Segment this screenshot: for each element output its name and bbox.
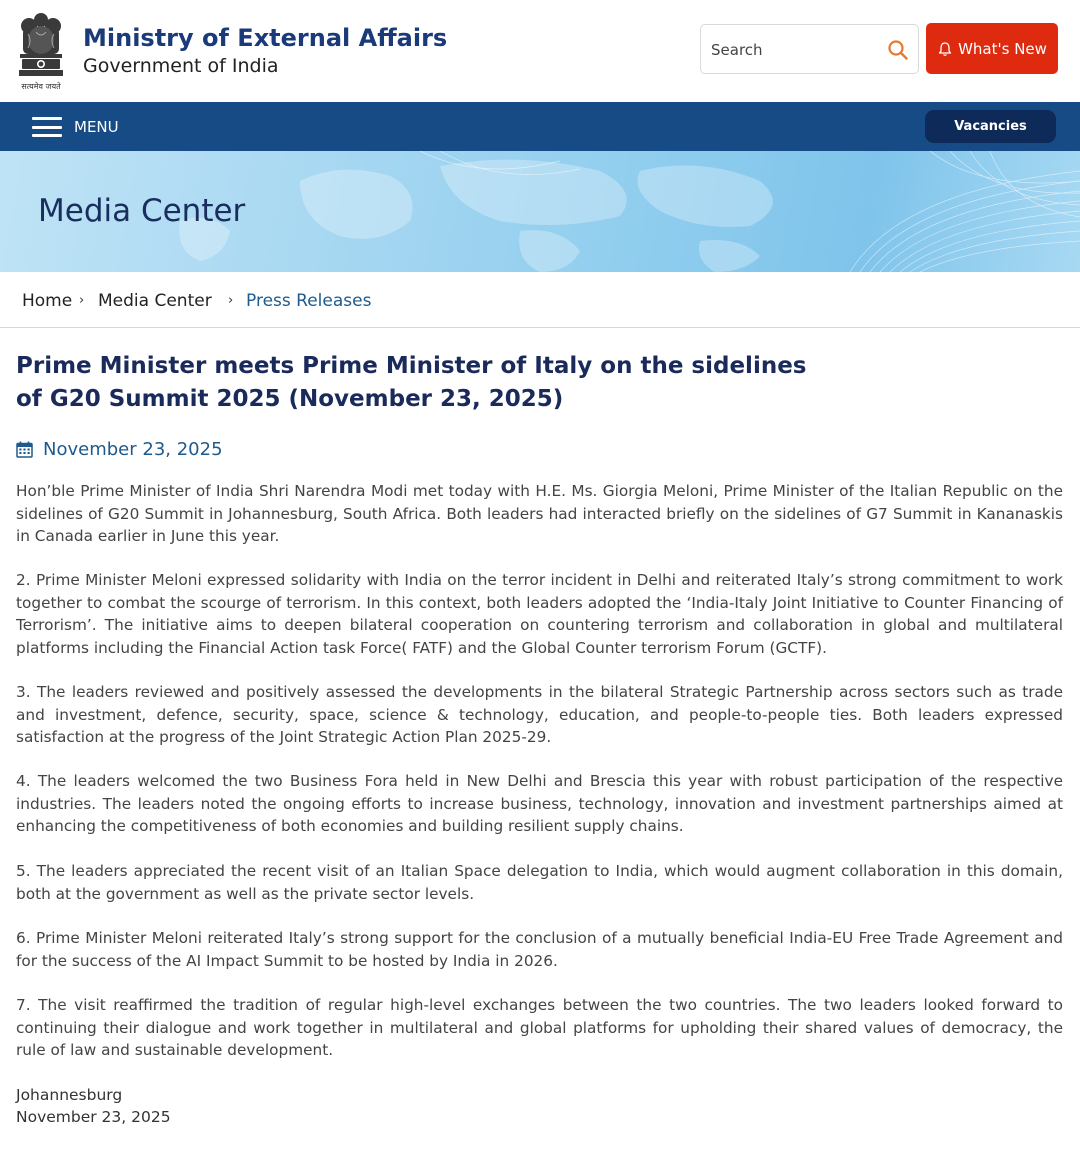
emblem-motto: सत्यमेव जयते [21, 82, 61, 91]
article-paragraph: 6. Prime Minister Meloni reiterated Italy’s strong support for the conclusion of a mutually beneficial India-EU Free Trade Agreement and for the success of the AI Impact Summit to be hosted by India in 2026. [16, 929, 1063, 970]
search-input[interactable] [711, 37, 871, 63]
page-banner [0, 151, 1080, 272]
article-paragraph: 3. The leaders reviewed and positively assessed the developments in the bilateral Strategic Partnership across sectors such as trade and investment, defence, security, space, science & technology, education, and people-to-people ties. Both leaders expressed satisfaction at the progress of the Joint Strategic Action Plan 2025-29. [16, 683, 1063, 746]
breadcrumb-separator: › [79, 293, 85, 308]
main-navbar [0, 102, 1080, 151]
site-title[interactable]: Ministry of External Affairs [83, 24, 448, 52]
breadcrumb-media-center[interactable]: Media Center [98, 291, 212, 311]
menu-button[interactable] [32, 112, 119, 142]
vacancies-button[interactable]: Vacancies [925, 110, 1056, 143]
article-paragraph: 5. The leaders appreciated the recent visit of an Italian Space delegation to India, which would augment collaboration in this domain, both at the government as well as the private sector levels. [16, 862, 1063, 903]
article-paragraph: 4. The leaders welcomed the two Business Fora held in New Delhi and Brescia this year with robust participation of the respective industries. The leaders noted the ongoing efforts to increase business, technology, innovation and investment partnerships aimed at enhancing the competitiveness of both economies and building resilient supply chains. [16, 772, 1063, 835]
search-box [700, 24, 919, 74]
article-date-row [16, 439, 223, 460]
article-title: Prime Minister meets Prime Minister of Italy on the sidelines of G20 Summit 2025 (November 23, 2025) [16, 353, 807, 412]
breadcrumb-separator: › [228, 293, 234, 308]
hamburger-icon [32, 116, 62, 138]
whats-new-button[interactable] [926, 23, 1058, 74]
breadcrumb-press-releases: Press Releases [246, 291, 372, 311]
article-paragraph: Hon’ble Prime Minister of India Shri Narendra Modi met today with H.E. Ms. Giorgia Meloni, Prime Minister of the Italian Republic on the sidelines of G20 Summit in Johannesburg, South Africa. Both leaders had interacted briefly on the sidelines of G7 Summit in Kananaskis in Canada earlier in June this year. [16, 482, 1063, 545]
breadcrumb-home[interactable]: Home [22, 291, 73, 311]
article-place: Johannesburg [16, 1086, 123, 1104]
article-date: November 23, 2025 [43, 439, 223, 460]
bell-icon [937, 41, 953, 57]
breadcrumb [0, 272, 1080, 328]
article-sign-date: November 23, 2025 [16, 1108, 171, 1126]
banner-title: Media Center [38, 193, 246, 229]
calendar-icon [16, 441, 33, 458]
whats-new-label: What's New [958, 39, 1047, 58]
site-header [0, 0, 1080, 102]
menu-label: MENU [74, 118, 119, 136]
national-emblem-icon[interactable] [14, 10, 68, 92]
article-paragraph: 2. Prime Minister Meloni expressed solidarity with India on the terror incident in Delhi and reiterated Italy’s strong commitment to work together to combat the scourge of terrorism. In this context, both leaders adopted the ‘India-Italy Joint Initiative to Counter Financing of Terrorism’. The initiative aims to deepen bilateral cooperation on countering terrorism and collaboration in global and multilateral platforms including the Financial Action task Force( FATF) and the Global Counter terrorism Forum (GCTF). [16, 571, 1063, 657]
site-subtitle: Government of India [83, 55, 279, 77]
article-paragraph: 7. The visit reaffirmed the tradition of regular high-level exchanges between the two countries. The two leaders looked forward to continuing their dialogue and work together in multilateral and global platforms for upholding their shared values of democracy, the rule of law and sustainable development. [16, 996, 1063, 1059]
search-icon[interactable] [887, 39, 909, 61]
